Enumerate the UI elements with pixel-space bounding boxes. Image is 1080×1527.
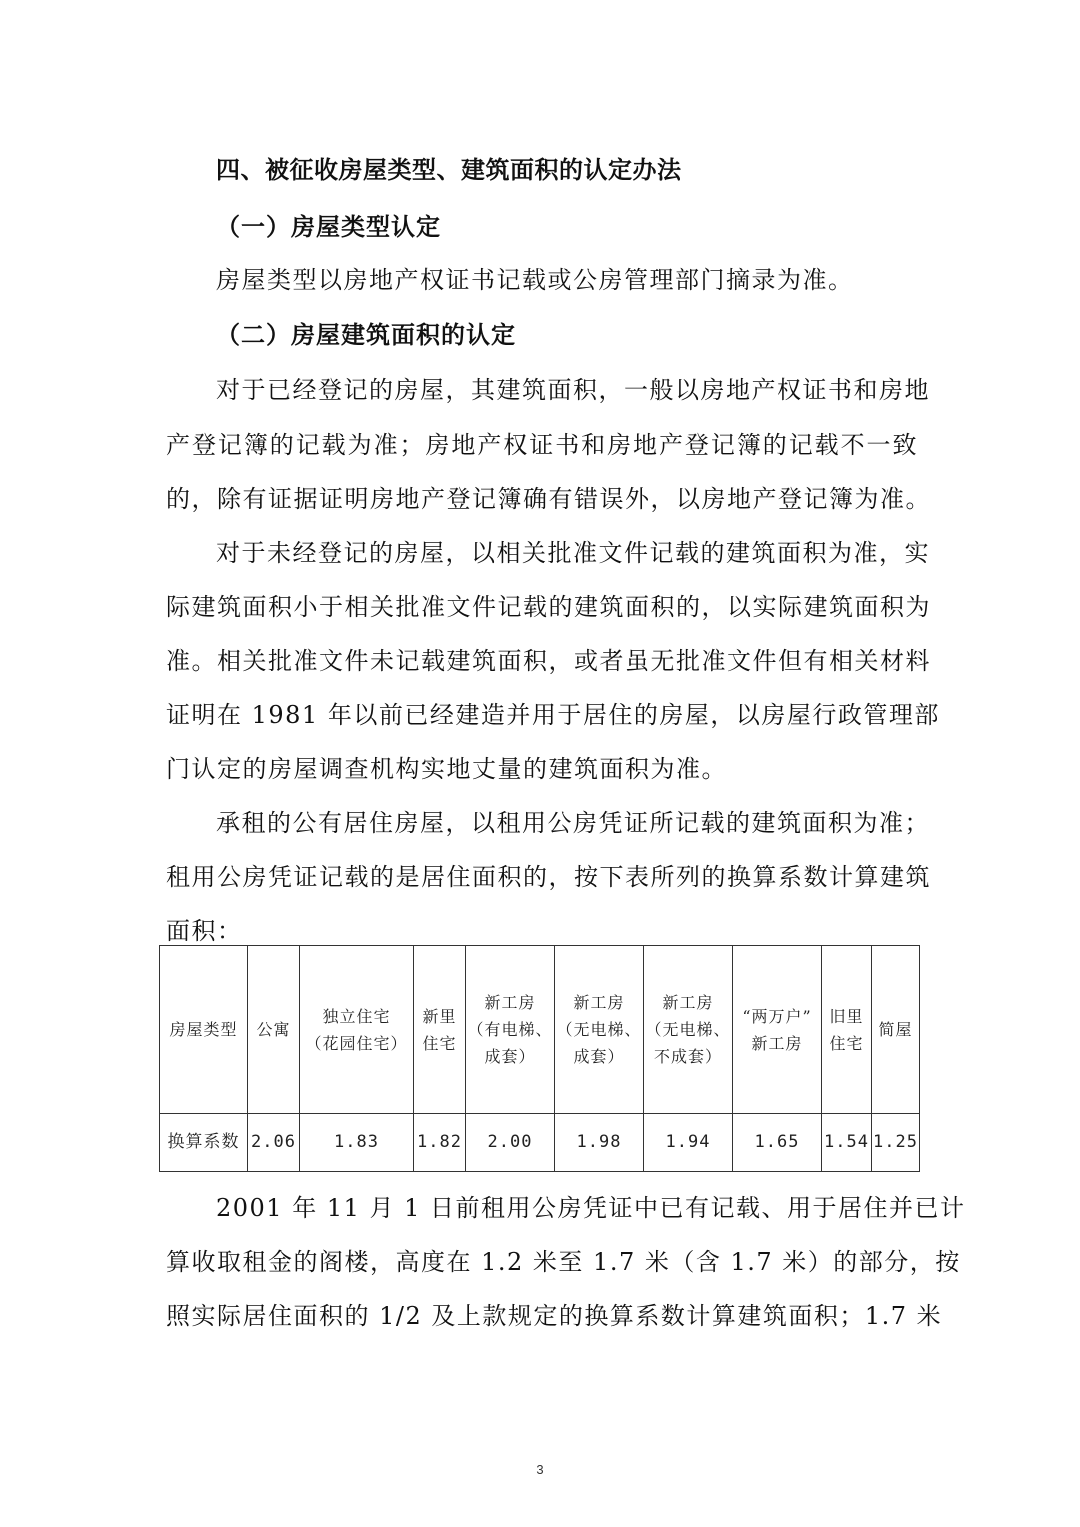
paragraph-line: 产登记簿的记载为准；房地产权证书和房地产登记簿的记载不一致 [166, 431, 918, 459]
value-cell: 1.54 [822, 1114, 872, 1172]
paragraph-line: 对于未经登记的房屋，以相关批准文件记载的建筑面积为准，实 [216, 539, 930, 567]
page-number: 3 [536, 1462, 544, 1477]
header-cell: “两万户” 新工房 [733, 946, 822, 1114]
header-cell: 旧里 住宅 [822, 946, 872, 1114]
header-cell: 新工房 （无电梯、 不成套） [644, 946, 733, 1114]
value-cell: 1.83 [300, 1114, 414, 1172]
paragraph-line: 对于已经登记的房屋，其建筑面积，一般以房地产权证书和房地 [216, 376, 930, 404]
value-cell: 2.06 [248, 1114, 300, 1172]
conversion-coefficient-table [159, 945, 919, 1171]
header-cell: 新工房 （无电梯、 成套） [555, 946, 644, 1114]
value-cell: 1.98 [555, 1114, 644, 1172]
paragraph-line: 的，除有证据证明房地产登记簿确有错误外，以房地产登记簿为准。 [166, 485, 931, 513]
header-cell: 公寓 [248, 946, 300, 1114]
row-label-cell: 换算系数 [160, 1114, 248, 1172]
paragraph-line: 准。相关批准文件未记载建筑面积，或者虽无批准文件但有相关材料 [166, 647, 931, 675]
paragraph-line: 际建筑面积小于相关批准文件记载的建筑面积的，以实际建筑面积为 [166, 593, 931, 621]
value-cell: 2.00 [466, 1114, 555, 1172]
value-cell: 1.94 [644, 1114, 733, 1172]
coefficient-table-grid [159, 945, 920, 1172]
paragraph-line: 面积： [166, 917, 243, 945]
value-cell: 1.65 [733, 1114, 822, 1172]
subsection-title-house-type: （一）房屋类型认定 [216, 212, 441, 241]
paragraph-line: 算收取租金的阁楼，高度在 1.2 米至 1.7 米（含 1.7 米）的部分，按 [166, 1248, 961, 1276]
header-cell: 房屋类型 [160, 946, 248, 1114]
paragraph-line: 门认定的房屋调查机构实地丈量的建筑面积为准。 [166, 755, 727, 783]
paragraph-line: 房屋类型以房地产权证书记载或公房管理部门摘录为准。 [216, 266, 854, 294]
header-cell: 新工房 （有电梯、 成套） [466, 946, 555, 1114]
header-cell: 新里 住宅 [414, 946, 466, 1114]
table-value-row [160, 1114, 920, 1172]
header-cell: 简屋 [872, 946, 920, 1114]
subsection-title-floor-area: （二）房屋建筑面积的认定 [216, 320, 516, 349]
paragraph-line: 承租的公有居住房屋，以租用公房凭证所记载的建筑面积为准； [216, 809, 930, 837]
section-heading: 四、被征收房屋类型、建筑面积的认定办法 [216, 156, 682, 184]
paragraph-line: 2001 年 11 月 1 日前租用公房凭证中已有记载、用于居住并已计 [216, 1194, 966, 1222]
paragraph-line: 租用公房凭证记载的是居住面积的，按下表所列的换算系数计算建筑 [166, 863, 931, 891]
value-cell: 1.82 [414, 1114, 466, 1172]
header-cell: 独立住宅 （花园住宅） [300, 946, 414, 1114]
value-cell: 1.25 [872, 1114, 920, 1172]
paragraph-line: 照实际居住面积的 1/2 及上款规定的换算系数计算建筑面积；1.7 米 [166, 1302, 943, 1330]
table-header-row [160, 946, 920, 1114]
paragraph-line: 证明在 1981 年以前已经建造并用于居住的房屋，以房屋行政管理部 [166, 701, 940, 729]
